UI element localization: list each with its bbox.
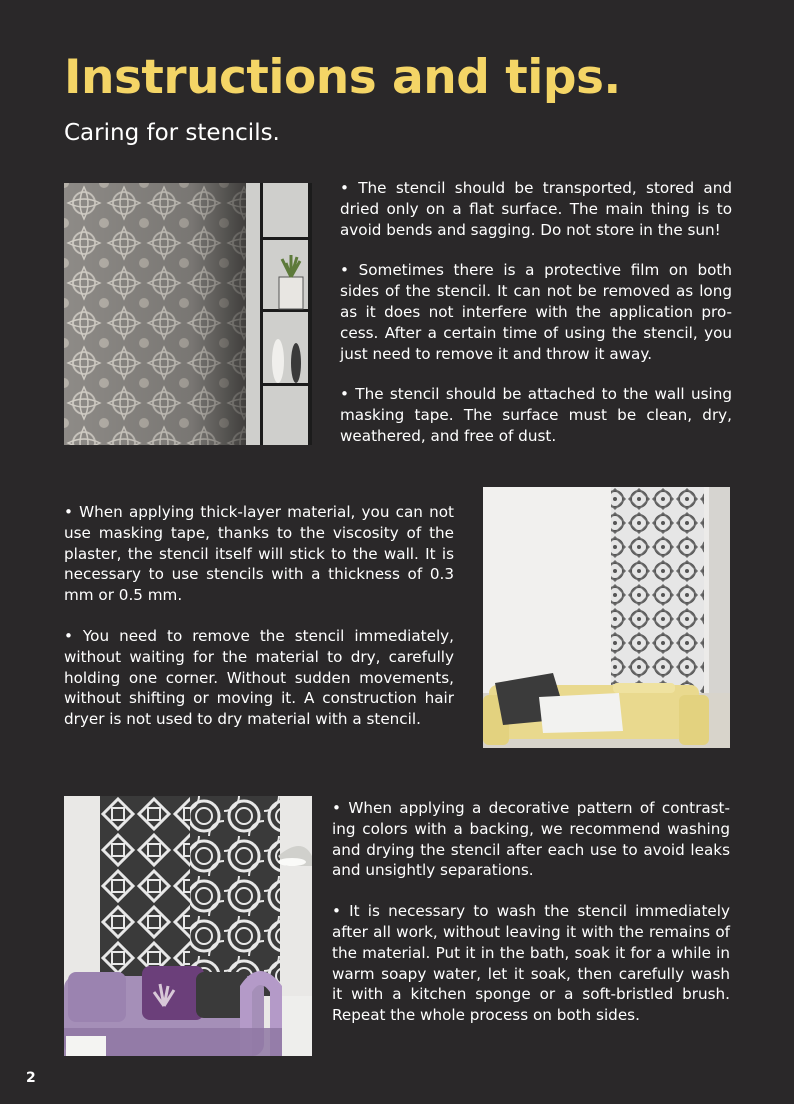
paragraph: • The stencil should be transported, stored and dried only on a flat surface. The main thing is to avoid bends and sagging. Do not store in the sun! xyxy=(340,179,732,239)
paragraph: • The stencil should be attached to the wall using masking tape. The surface must be clean, dry, weathered, and free of dust. xyxy=(340,385,732,445)
page-subtitle: Caring for stencils. xyxy=(64,120,280,146)
paragraph: • When applying a decorative pattern of contrast-ing colors with a backing, we recommend washing and drying the stencil after each use to avoid leaks and unsightly separations. xyxy=(332,799,730,880)
paragraph: • You need to remove the stencil immediately, without waiting for the material to dry, carefully holding one corner. Without sudden movements, without shifting or moving it. A construction hair dryer is not used to dry material with a stencil. xyxy=(64,626,454,729)
section-1-text xyxy=(340,178,732,447)
page-number: 2 xyxy=(26,1070,36,1086)
paragraph: • When applying thick-layer material, you can not use masking tape, thanks to the viscosity of the plaster, the stencil itself will stick to the wall. It is necessary to use stencils with a thickness of 0.3 mm or 0.5 mm. xyxy=(64,503,454,605)
damask-wall-illustration xyxy=(64,183,312,445)
purple-sofa-illustration xyxy=(64,796,312,1056)
yellow-sofa-illustration xyxy=(483,487,730,748)
page-title: Instructions and tips. xyxy=(64,50,621,105)
paragraph: • It is necessary to wash the stencil immediately after all work, without leaving it with the remains of the material. Put it in the bath, soak it for a while in warm soapy water, let it soak, then carefully wash it with a kitchen sponge or a soft-bristled brush. Repeat the whole process on both sides. xyxy=(332,902,730,1025)
paragraph: • Sometimes there is a protective film on both sides of the stencil. It can not be removed as long as it does not interfere with the application pro-cess. After a certain time of using the stencil, you just need to remove it and throw it away. xyxy=(340,261,732,363)
photo-purple-sofa xyxy=(64,796,312,1056)
photo-yellow-sofa xyxy=(483,487,730,748)
section-2-text xyxy=(64,502,454,730)
section-3-text xyxy=(332,798,730,1026)
photo-damask-wall-shelf xyxy=(64,183,312,445)
